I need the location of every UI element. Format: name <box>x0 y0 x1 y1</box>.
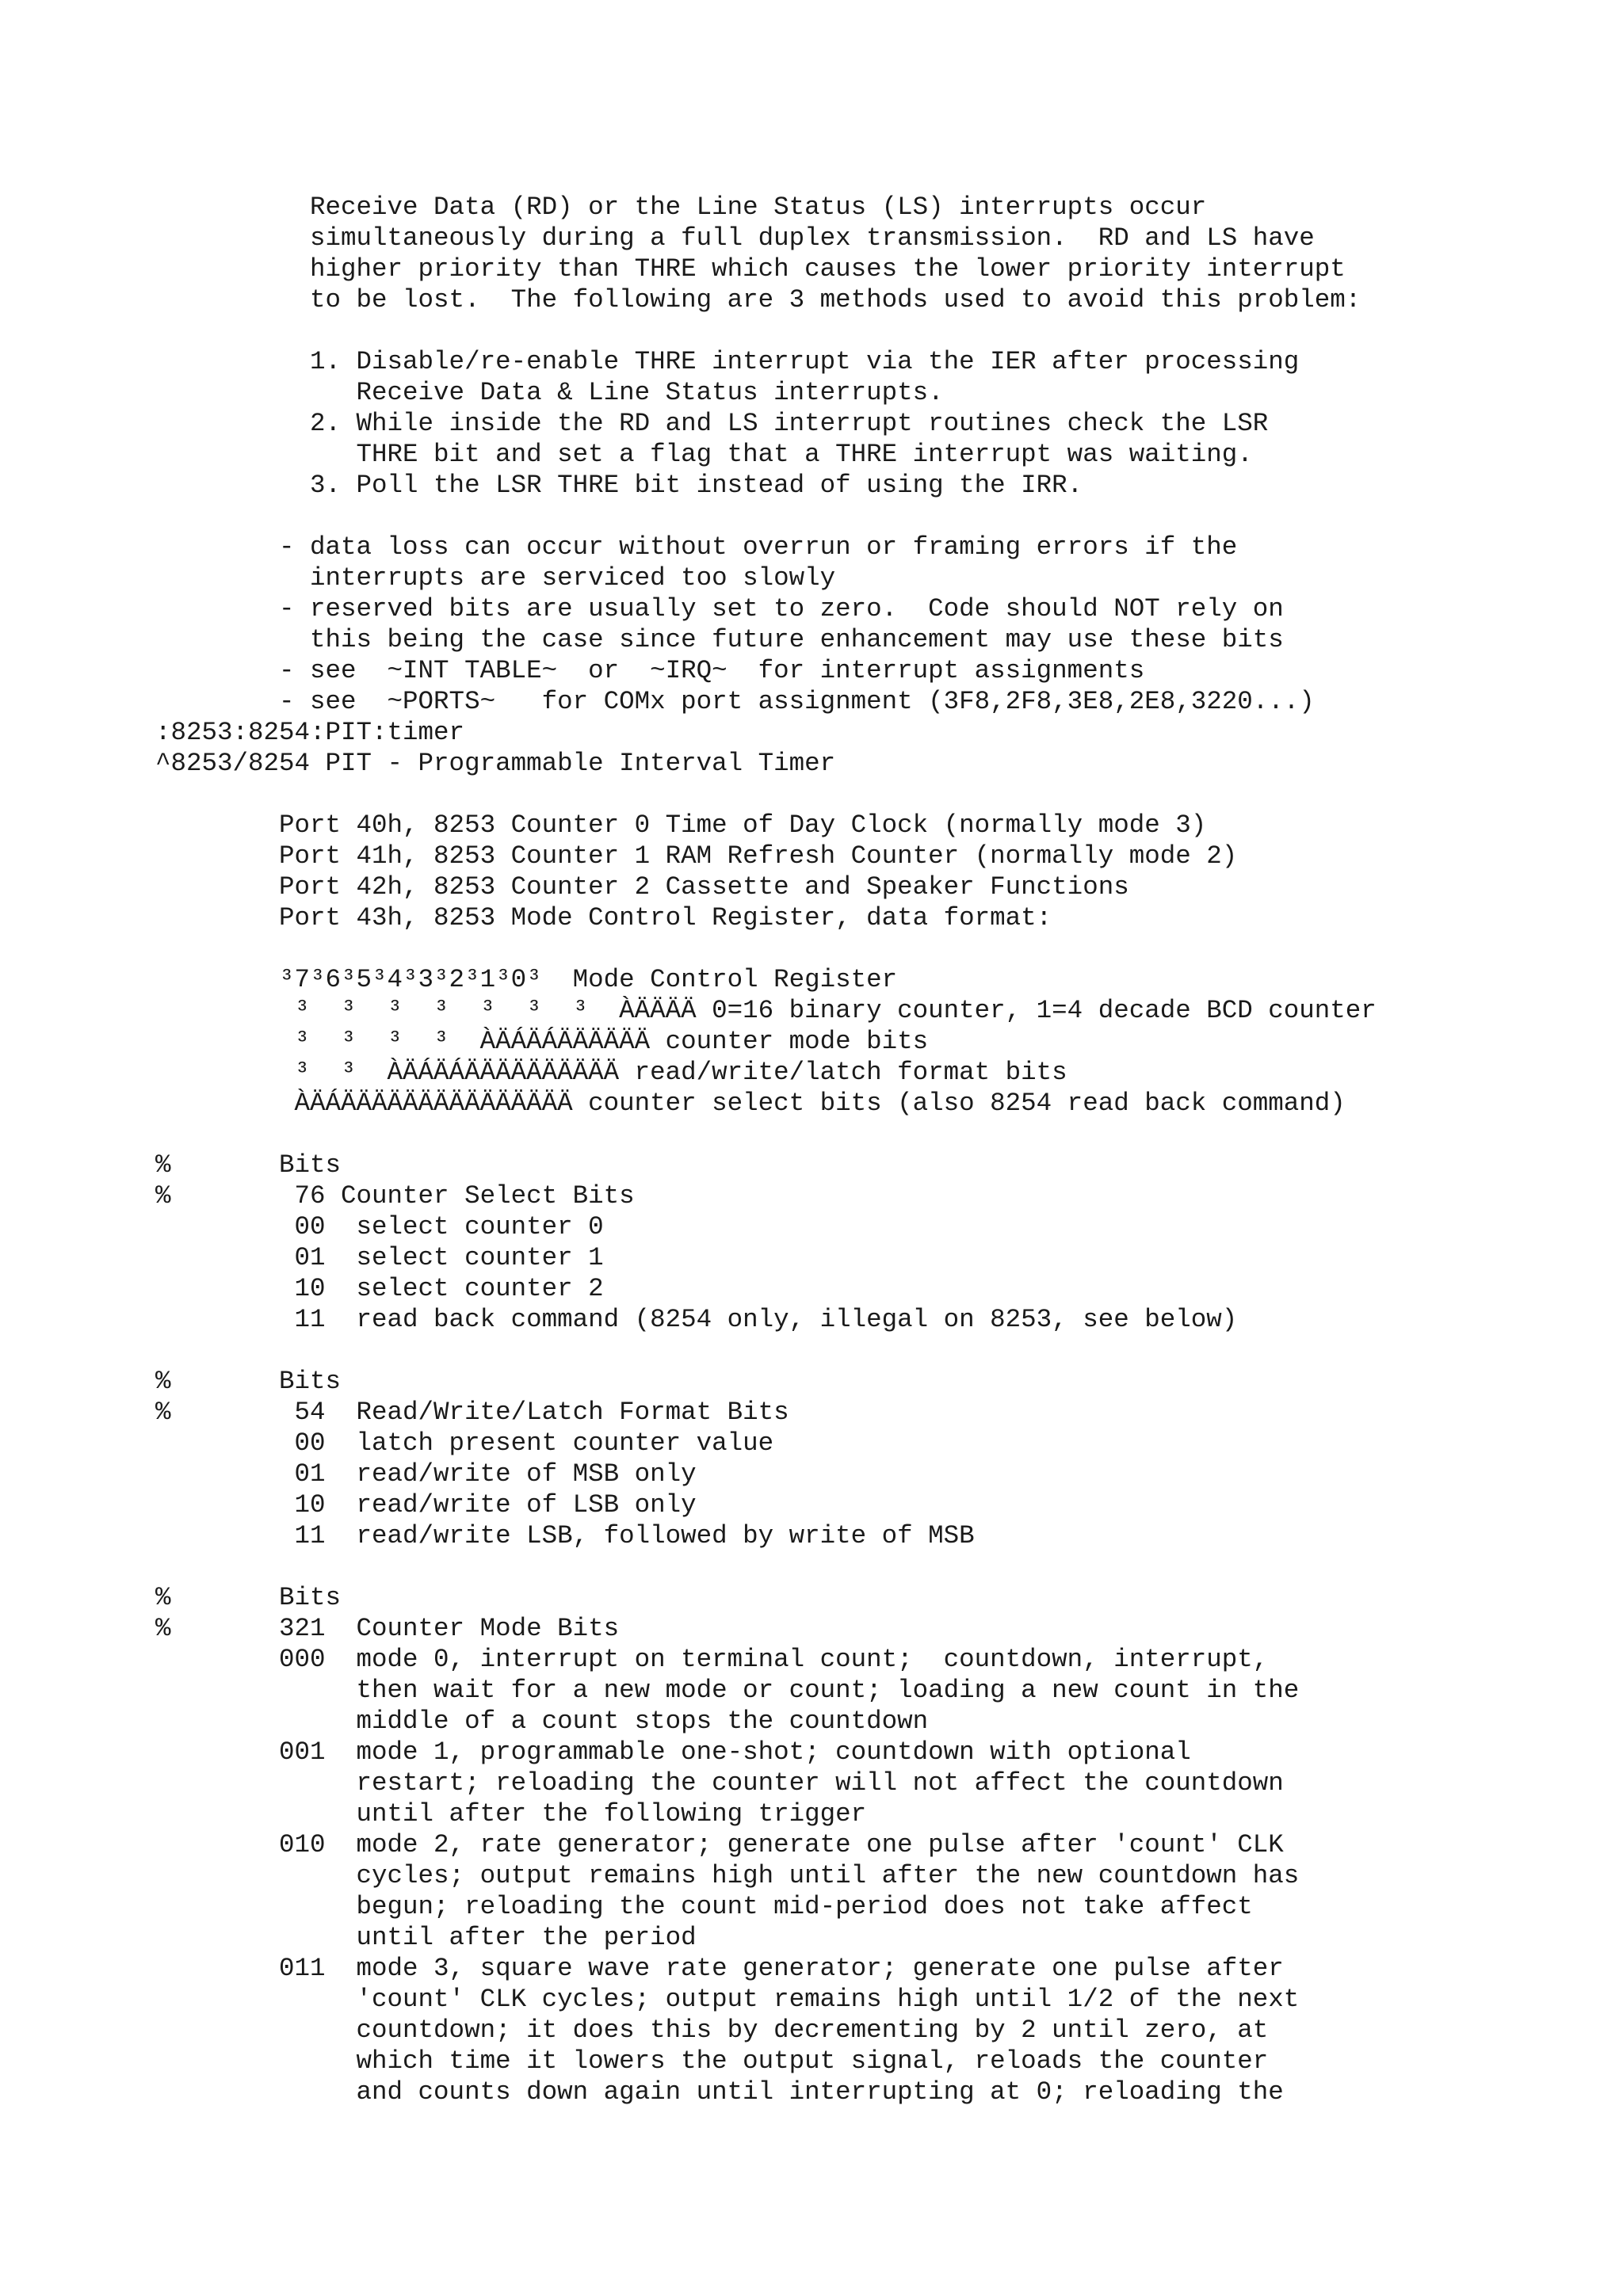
document-line <box>155 501 1377 532</box>
document-line: which time it lowers the output signal, reloads the counter <box>155 2046 1269 2076</box>
document-line: THRE bit and set a flag that a THRE interrupt was waiting. <box>155 440 1253 469</box>
document-line: interrupts are serviced too slowly <box>155 563 836 593</box>
document-line: - see ~PORTS~ for COMx port assignment (3F8,2F8,3E8,2E8,3220...) <box>155 687 1315 716</box>
document-line: Port 40h, 8253 Counter 0 Time of Day Clock (normally mode 3) <box>155 810 1207 840</box>
document-line: and counts down again until interrupting at 0; reloading the <box>155 2077 1284 2107</box>
document-line: Receive Data & Line Status interrupts. <box>155 378 944 407</box>
document-line: until after the period <box>155 1923 697 1952</box>
document-text <box>155 192 1377 2107</box>
document-line: 1. Disable/re-enable THRE interrupt via the IER after processing <box>155 347 1300 376</box>
document-line: 00 latch present counter value <box>155 1428 774 1458</box>
document-line <box>155 315 1377 346</box>
document-line: ³ ³ ÀÄÁÄÁÄÄÄÄÄÄÄÄÄÄ read/write/latch format bits <box>155 1058 1067 1087</box>
document-line: higher priority than THRE which causes the lower priority interrupt <box>155 254 1346 284</box>
document-line: then wait for a new mode or count; loading a new count in the <box>155 1676 1300 1705</box>
document-line: countdown; it does this by decrementing by 2 until zero, at <box>155 2016 1269 2045</box>
document-line: - data loss can occur without overrun or framing errors if the <box>155 532 1238 562</box>
document-line: simultaneously during a full duplex transmission. RD and LS have <box>155 223 1315 253</box>
document-line: 010 mode 2, rate generator; generate one pulse after 'count' CLK <box>155 1830 1284 1859</box>
document-line: % Bits <box>155 1367 342 1396</box>
document-line: until after the following trigger <box>155 1799 867 1829</box>
document-line: this being the case since future enhancement may use these bits <box>155 625 1284 654</box>
document-line: % Bits <box>155 1583 342 1612</box>
document-line: restart; reloading the counter will not affect the countdown <box>155 1768 1284 1798</box>
document-line: Port 43h, 8253 Mode Control Register, data format: <box>155 903 1052 933</box>
document-line: middle of a count stops the countdown <box>155 1707 929 1736</box>
document-line: 'count' CLK cycles; output remains high until 1/2 of the next <box>155 1985 1300 2014</box>
document-line: 01 select counter 1 <box>155 1243 604 1272</box>
document-line: 01 read/write of MSB only <box>155 1459 697 1489</box>
document-line: 10 read/write of LSB only <box>155 1490 697 1520</box>
document-line: - see ~INT TABLE~ or ~IRQ~ for interrupt assignments <box>155 656 1145 685</box>
document-line <box>155 1551 1377 1582</box>
document-line: Receive Data (RD) or the Line Status (LS) interrupts occur <box>155 193 1207 222</box>
document-line: 011 mode 3, square wave rate generator; generate one pulse after <box>155 1954 1284 1983</box>
document-line: 3. Poll the LSR THRE bit instead of using the IRR. <box>155 471 1083 500</box>
document-line: 000 mode 0, interrupt on terminal count; countdown, interrupt, <box>155 1645 1269 1674</box>
document-line: 11 read back command (8254 only, illegal on 8253, see below) <box>155 1305 1238 1334</box>
document-line: 10 select counter 2 <box>155 1274 604 1303</box>
document-line: - reserved bits are usually set to zero. Code should NOT rely on <box>155 594 1284 624</box>
document-line <box>155 1119 1377 1150</box>
document-line: ÀÄÁÄÄÄÄÄÄÄÄÄÄÄÄÄÄÄ counter select bits (also 8254 read back command) <box>155 1089 1346 1118</box>
document-line: 2. While inside the RD and LS interrupt routines check the LSR <box>155 409 1269 438</box>
document-line: ³ ³ ³ ³ ÀÄÁÄÁÄÄÄÄÄÄ counter mode bits <box>155 1027 929 1056</box>
document-line: Port 42h, 8253 Counter 2 Cassette and Speaker Functions <box>155 872 1129 902</box>
document-line: 00 select counter 0 <box>155 1212 604 1241</box>
document-line: begun; reloading the count mid-period does not take affect <box>155 1892 1253 1921</box>
document-line: % Bits <box>155 1150 342 1180</box>
document-line: % 76 Counter Select Bits <box>155 1181 635 1211</box>
document-line: % 321 Counter Mode Bits <box>155 1614 620 1643</box>
document-line: ³7³6³5³4³3³2³1³0³ Mode Control Register <box>155 965 898 994</box>
document-line <box>155 779 1377 810</box>
document-line: :8253:8254:PIT:timer <box>155 718 465 747</box>
document-line: 11 read/write LSB, followed by write of MSB <box>155 1521 975 1550</box>
document-line: cycles; output remains high until after the new countdown has <box>155 1861 1300 1890</box>
document-line: to be lost. The following are 3 methods used to avoid this problem: <box>155 285 1361 315</box>
document-line: ^8253/8254 PIT - Programmable Interval Timer <box>155 749 836 778</box>
document-line: 001 mode 1, programmable one-shot; countdown with optional <box>155 1737 1191 1767</box>
document-line <box>155 933 1377 964</box>
document-line: ³ ³ ³ ³ ³ ³ ³ ÀÄÄÄÄ 0=16 binary counter, 1=4 decade BCD counter <box>155 996 1377 1025</box>
document-line: % 54 Read/Write/Latch Format Bits <box>155 1398 789 1427</box>
document-line: Port 41h, 8253 Counter 1 RAM Refresh Counter (normally mode 2) <box>155 841 1238 871</box>
document-line <box>155 1335 1377 1366</box>
